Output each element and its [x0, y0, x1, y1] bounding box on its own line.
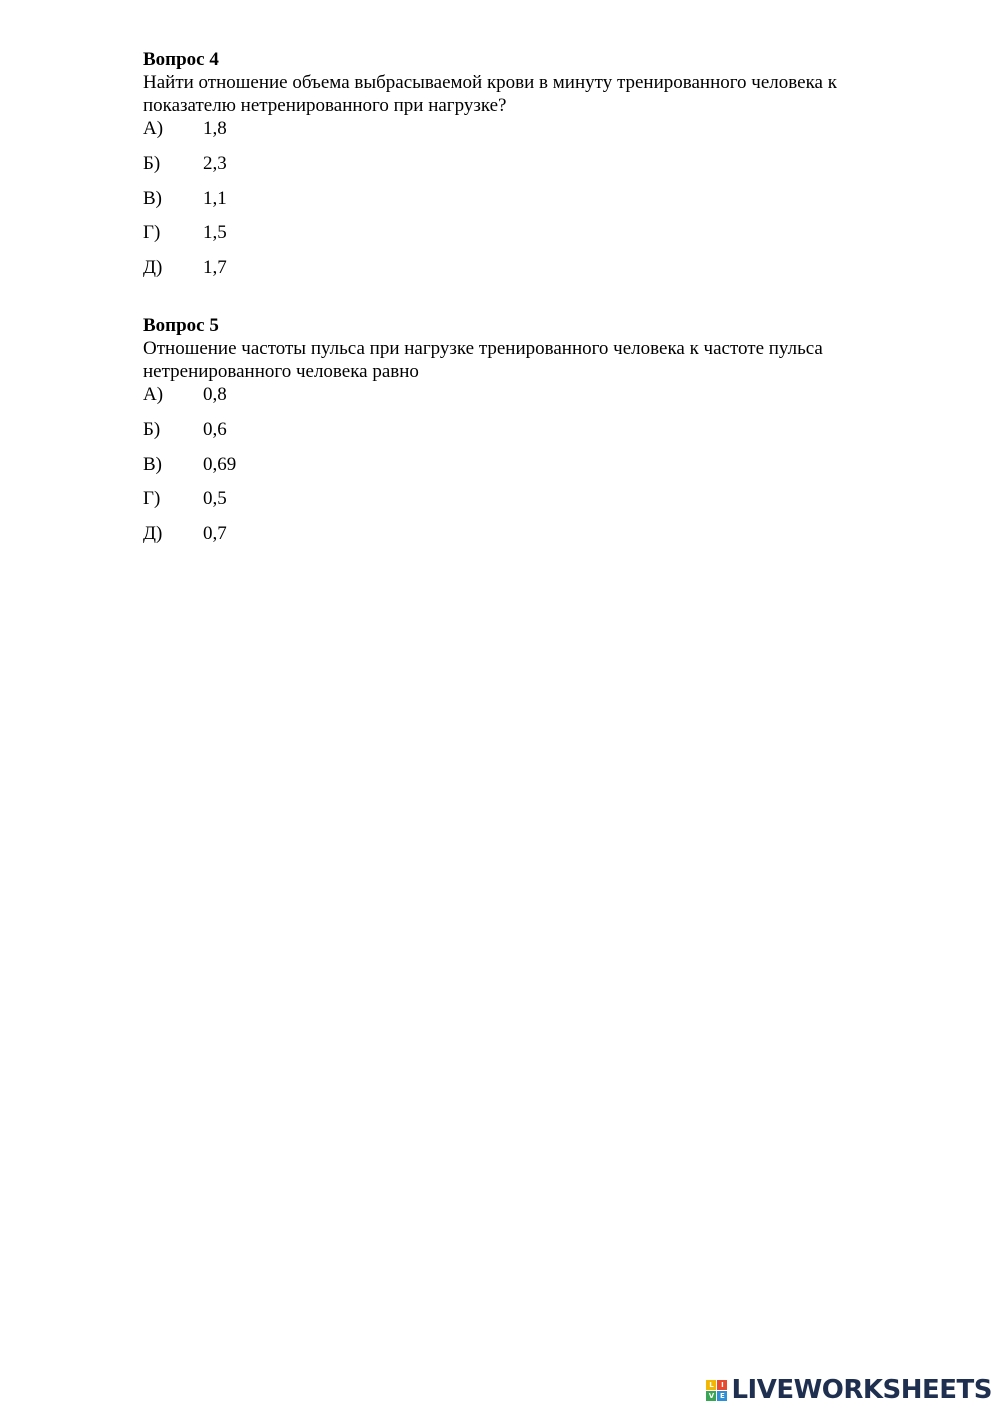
option-value: 1,1	[203, 187, 227, 209]
answer-option-b[interactable]	[143, 418, 903, 453]
option-value: 1,7	[203, 257, 227, 278]
logo-text: LIVEWORKSHEETS	[731, 1375, 992, 1405]
option-letter: Б)	[143, 418, 161, 440]
question-title: Вопрос 5	[143, 315, 219, 336]
answer-option-g[interactable]	[143, 487, 903, 522]
answer-option-v[interactable]	[143, 453, 903, 488]
option-letter: В)	[143, 187, 162, 209]
question-text-line: нетренированного человека равно	[143, 361, 419, 382]
option-value: 2,3	[203, 152, 227, 174]
option-letter: Б)	[143, 152, 161, 174]
question-text-line: показателю нетренированного при нагрузке?	[143, 95, 507, 116]
answer-option-v[interactable]	[143, 187, 903, 222]
option-letter: В)	[143, 453, 162, 475]
option-value: 0,5	[203, 488, 227, 510]
answer-option-d[interactable]	[143, 256, 903, 291]
option-letter: Г)	[143, 488, 161, 510]
answer-options	[143, 383, 903, 557]
option-letter: А)	[143, 118, 164, 139]
option-value: 0,7	[203, 523, 227, 544]
question-title: Вопрос 4	[143, 49, 219, 70]
option-letter: Д)	[143, 523, 163, 544]
answer-option-d[interactable]	[143, 522, 903, 557]
option-letter: А)	[143, 384, 164, 405]
logo-block-e: E	[717, 1391, 727, 1401]
question-5	[143, 315, 903, 557]
answer-option-g[interactable]	[143, 221, 903, 256]
logo-block-l: L	[706, 1380, 716, 1390]
answer-option-a[interactable]	[143, 117, 903, 152]
question-text-line: Найти отношение объема выбрасываемой крови в минуту тренированного человека к	[143, 72, 837, 93]
option-letter: Д)	[143, 257, 163, 278]
question-text-line: Отношение частоты пульса при нагрузке тренированного человека к частоте пульса	[143, 338, 823, 359]
option-letter: Г)	[143, 222, 161, 244]
liveworksheets-logo[interactable]	[706, 1375, 992, 1405]
logo-icon	[706, 1380, 727, 1401]
answer-option-a[interactable]	[143, 383, 903, 418]
question-4	[143, 49, 903, 291]
logo-block-v: V	[706, 1391, 716, 1401]
option-value: 1,8	[203, 118, 227, 139]
option-value: 1,5	[203, 222, 227, 244]
option-value: 0,8	[203, 384, 227, 405]
answer-option-b[interactable]	[143, 152, 903, 187]
answer-options	[143, 117, 903, 291]
option-value: 0,6	[203, 418, 227, 440]
option-value: 0,69	[203, 453, 237, 475]
logo-block-i: I	[717, 1380, 727, 1390]
